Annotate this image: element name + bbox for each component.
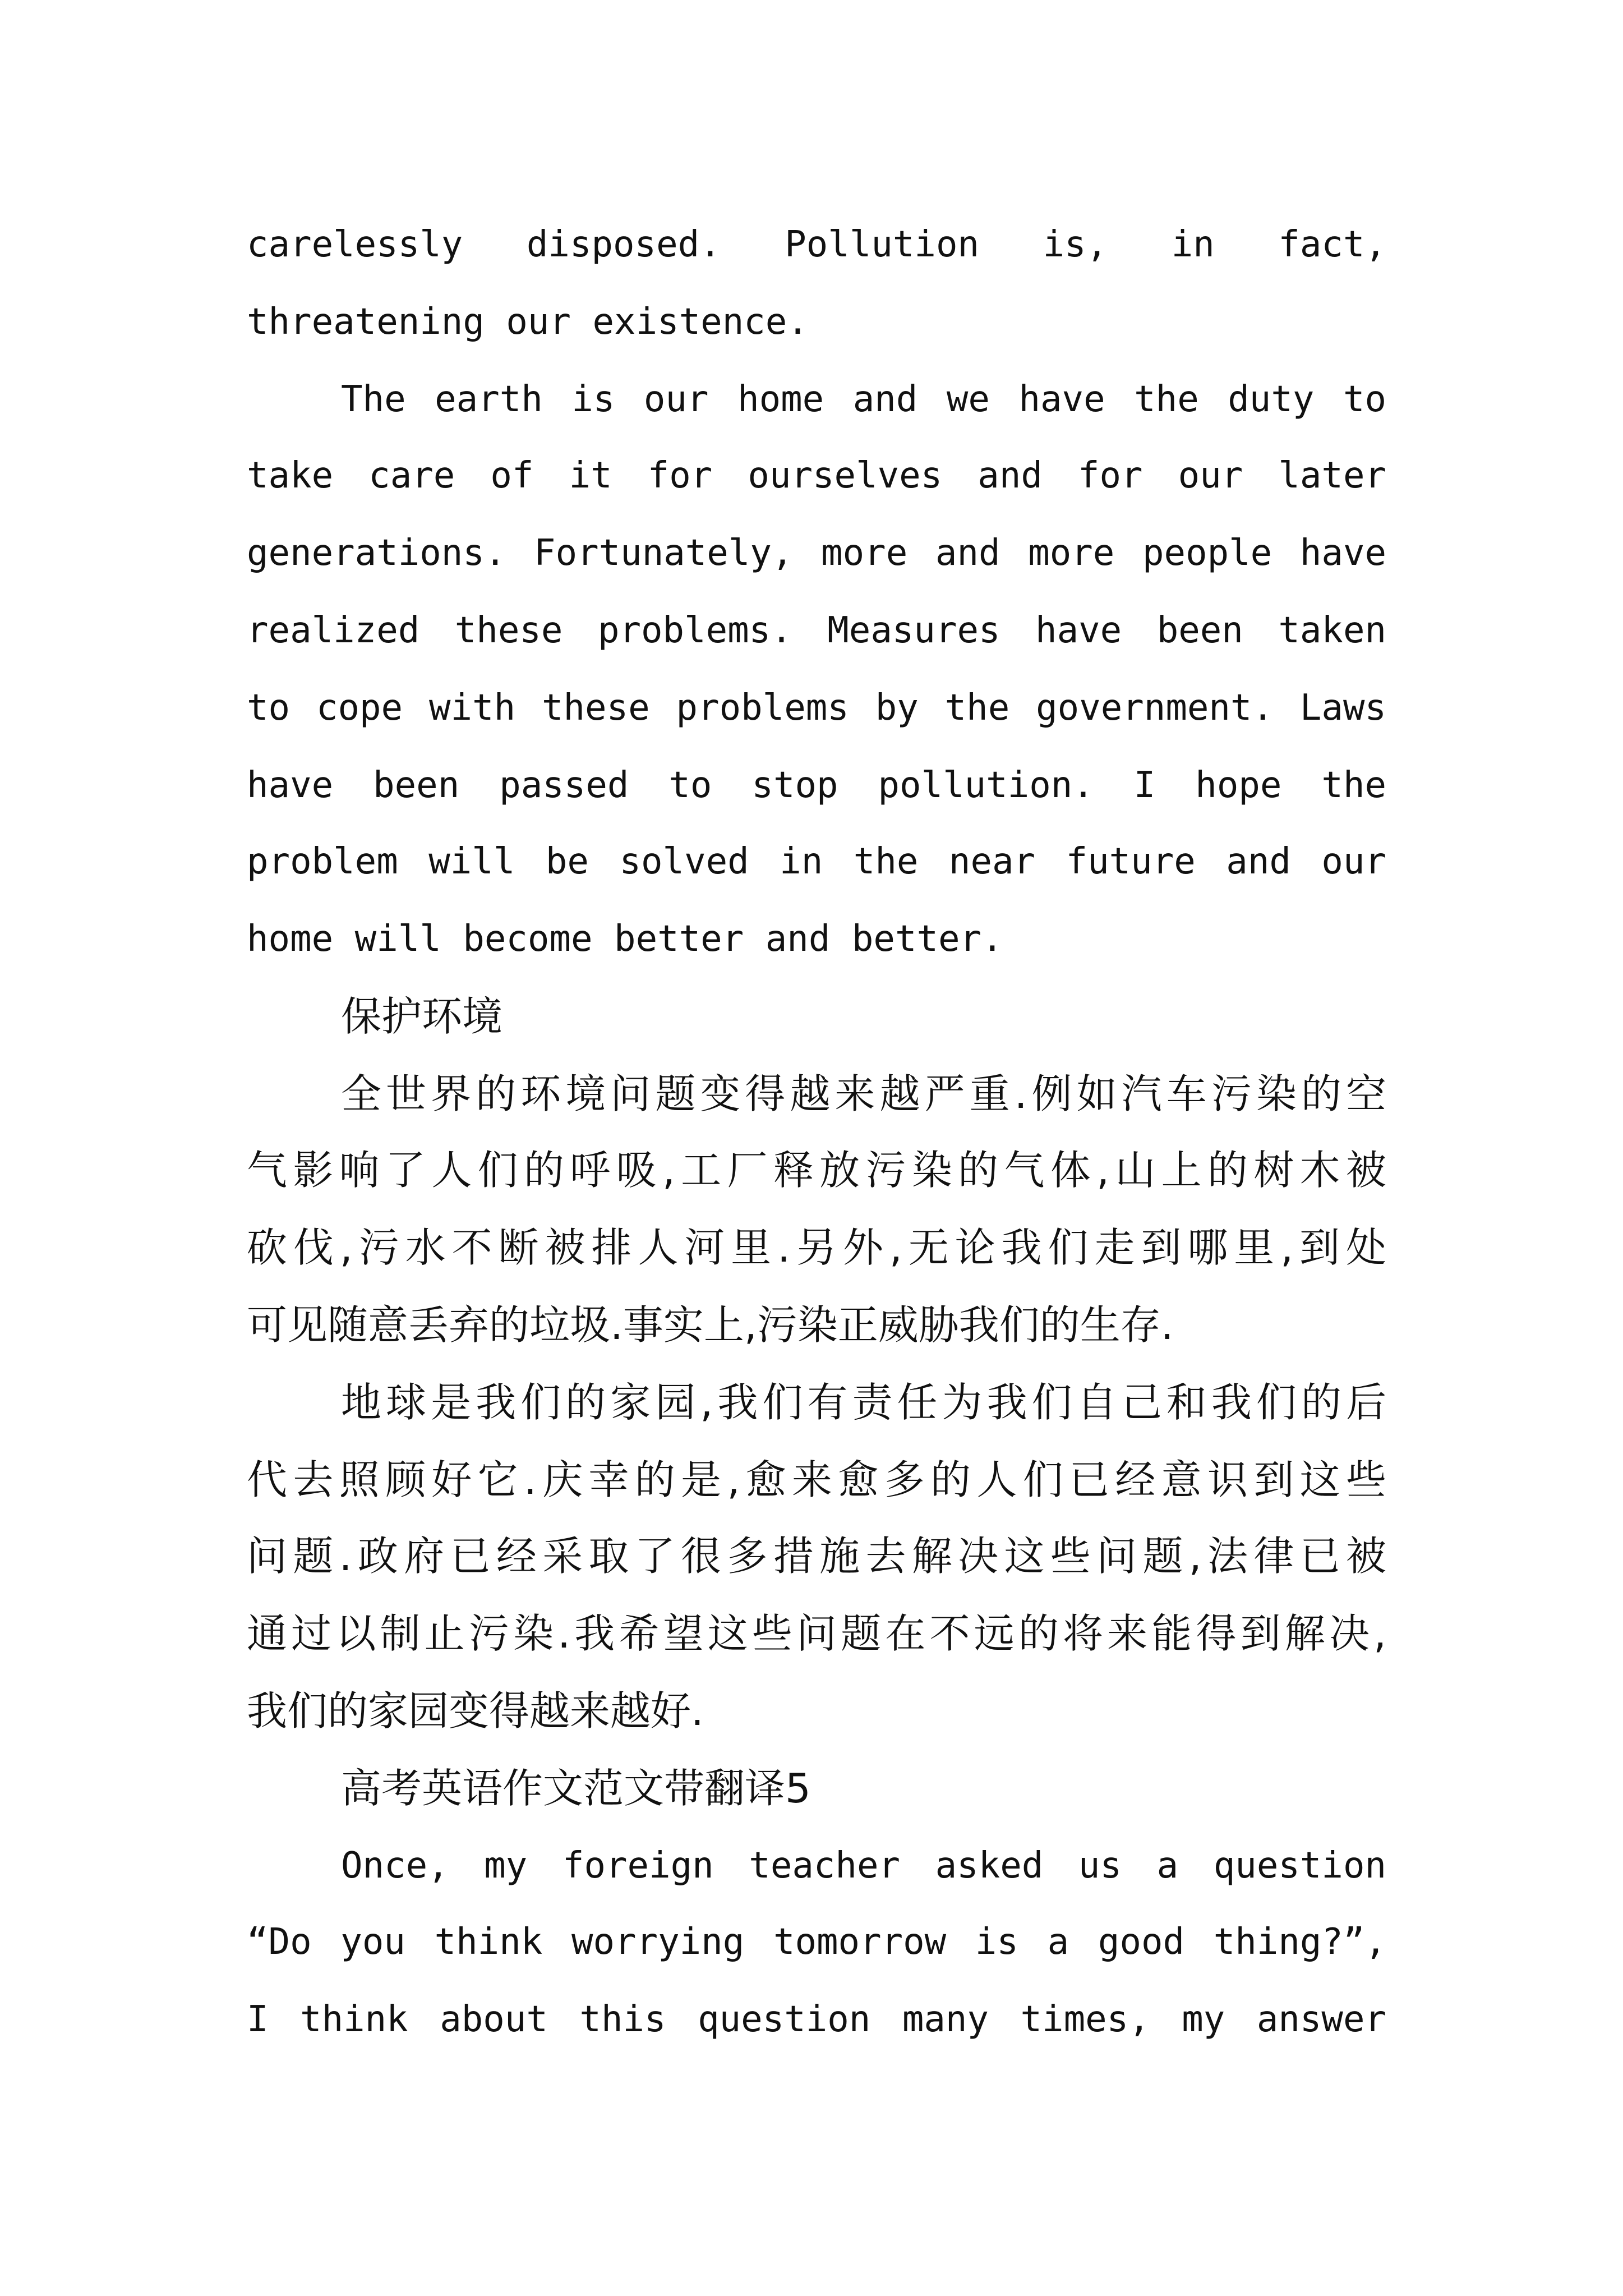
text-line: 问题.政府已经采取了很多措施去解决这些问题,法律已被 (247, 1533, 1386, 1580)
text-line: home will become better and better. (247, 918, 1003, 960)
text-line: 砍伐,污水不断被排人河里.另外,无论我们走到哪里,到处 (247, 1224, 1386, 1271)
text-line: 通过以制止污染.我希望这些问题在不远的将来能得到解决, (247, 1610, 1386, 1657)
text-line: 地球是我们的家园,我们有责任为我们自己和我们的后 (341, 1379, 1386, 1426)
text-line: realized these problems. Measures have been taken (247, 610, 1386, 651)
text-line: take care of it for ourselves and for our later (247, 455, 1386, 496)
text-line: problem will be solved in the near future and our (247, 841, 1386, 882)
text-line: threatening our existence. (247, 301, 809, 343)
text-line: carelessly disposed. Pollution is, in fact, (247, 224, 1386, 265)
text-line: generations. Fortunately, more and more people have (247, 532, 1386, 574)
text-line: The earth is our home and we have the duty to (341, 379, 1386, 420)
text-line: 全世界的环境问题变得越来越严重.例如汽车污染的空 (341, 1070, 1386, 1117)
section-heading: 保护环境 (341, 993, 503, 1040)
text-line: 气影响了人们的呼吸,工厂释放污染的气体,山上的树木被 (247, 1147, 1386, 1194)
text-line: “Do you think worrying tomorrow is a good thing?”, (247, 1921, 1386, 1963)
section-heading: 高考英语作文范文带翻译5 (341, 1765, 811, 1812)
text-line: Once, my foreign teacher asked us a question (341, 1845, 1386, 1887)
text-line: I think about this question many times, my answer (247, 1999, 1386, 2040)
text-line: to cope with these problems by the government. Laws (247, 687, 1386, 729)
text-line: 可见随意丢弃的垃圾.事实上,污染正威胁我们的生存. (247, 1301, 1174, 1349)
text-line: 代去照顾好它.庆幸的是,愈来愈多的人们已经意识到这些 (247, 1456, 1386, 1503)
text-line: 我们的家园变得越来越好. (247, 1687, 704, 1734)
text-line: have been passed to stop pollution. I hope the (247, 765, 1386, 806)
